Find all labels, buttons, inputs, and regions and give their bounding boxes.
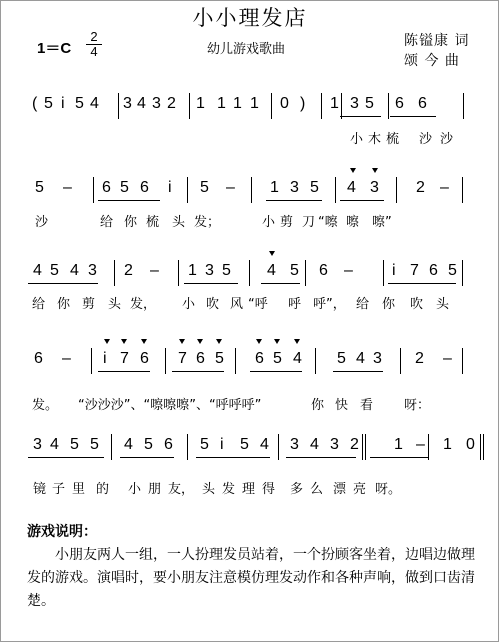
note: i <box>392 262 397 279</box>
note: – <box>344 262 354 279</box>
time-signature <box>86 30 102 59</box>
note: 5 <box>90 436 100 453</box>
lyric-syllable: 发， <box>130 297 157 312</box>
bar-line <box>365 434 366 460</box>
note: 5 <box>310 179 320 196</box>
staccato-mark <box>269 251 275 256</box>
note: 5 <box>50 262 60 279</box>
note: 3 <box>330 436 340 453</box>
beam-underline <box>388 283 456 284</box>
beam-underline <box>333 371 383 372</box>
note: 3 <box>290 436 300 453</box>
note: 4 <box>33 262 43 279</box>
note: 5 <box>44 95 54 112</box>
staccato-mark <box>141 339 147 344</box>
note: 4 <box>356 350 366 367</box>
note: – <box>62 350 72 367</box>
note: 1 <box>394 436 404 453</box>
staccato-mark <box>179 339 185 344</box>
note: 4 <box>260 436 270 453</box>
note: 6 <box>429 262 439 279</box>
staccato-mark <box>121 339 127 344</box>
note: 2 <box>416 179 426 196</box>
beam-underline <box>28 457 104 458</box>
note: 5 <box>337 350 347 367</box>
note: 6 <box>418 95 428 112</box>
bar-line <box>362 434 363 460</box>
lyric-syllable: 吹 <box>410 297 424 312</box>
lyric-syllable: 么 <box>310 482 324 497</box>
note: 6 <box>140 350 150 367</box>
beam-underline <box>28 283 98 284</box>
bar-line <box>463 93 464 119</box>
lyric-syllable: 风 <box>230 297 244 312</box>
staccato-mark <box>294 339 300 344</box>
note: i <box>61 95 66 112</box>
beam-underline <box>184 283 238 284</box>
note: 1 <box>250 95 260 112</box>
note: 6 <box>164 436 174 453</box>
note: 3 <box>123 95 133 112</box>
note: 6 <box>395 95 405 112</box>
lyric-syllable: 刀 <box>302 215 316 230</box>
note: 5 <box>200 179 210 196</box>
game-instructions-heading: 游戏说明： <box>27 524 97 540</box>
lyric-syllable: 嚓” <box>372 215 392 230</box>
bar-line <box>93 177 94 203</box>
lyric-syllable: 友， <box>168 482 195 497</box>
note: – <box>150 262 160 279</box>
staccato-mark <box>216 339 222 344</box>
bar-line <box>249 260 250 286</box>
lyric-syllable: 小 <box>350 132 364 147</box>
bar-line <box>428 434 429 460</box>
lyric-syllable: 你 <box>382 297 396 312</box>
lyric-syllable: 梳 <box>146 215 160 230</box>
beam-underline <box>196 457 270 458</box>
lyric-syllable: 沙 <box>35 215 49 230</box>
note: 2 <box>350 436 360 453</box>
beam-underline <box>261 283 300 284</box>
lyric-syllable: 朋 <box>148 482 162 497</box>
note: 3 <box>205 262 215 279</box>
bar-line <box>383 260 384 286</box>
note: 2 <box>124 262 134 279</box>
bar-line <box>315 348 316 374</box>
note: – <box>63 179 73 196</box>
lyric-syllable: 给 <box>100 215 114 230</box>
lyric-syllable: 吹 <box>206 297 220 312</box>
bar-line <box>321 93 322 119</box>
lyric-syllable: 给 <box>32 297 46 312</box>
bar-line <box>388 93 389 119</box>
lyric-syllable: 梳 <box>386 132 400 147</box>
lyric-syllable: 呼”， <box>313 297 346 312</box>
note: 6 <box>102 179 112 196</box>
note: 7 <box>410 262 420 279</box>
note: i <box>220 436 225 453</box>
lyric-syllable: 多 <box>290 482 304 497</box>
note: 5 <box>75 95 85 112</box>
bar-line <box>278 434 279 460</box>
bar-line <box>114 260 115 286</box>
note: 3 <box>350 95 360 112</box>
note: 6 <box>140 179 150 196</box>
bar-line <box>165 348 166 374</box>
note: 5 <box>448 262 458 279</box>
note: ( <box>32 95 39 112</box>
note: 1 <box>233 95 243 112</box>
lyric-syllable: 小 <box>128 482 142 497</box>
note: 3 <box>33 436 43 453</box>
lyric-syllable: 头 <box>172 215 186 230</box>
note: 4 <box>137 95 147 112</box>
lyric-syllable: 头 <box>436 297 450 312</box>
note: 2 <box>167 95 177 112</box>
lyric-syllable: 理 <box>242 482 256 497</box>
bar-line <box>335 177 336 203</box>
note: 1 <box>188 262 198 279</box>
lyric-syllable: 得 <box>262 482 276 497</box>
lyric-syllable: 给 <box>356 297 370 312</box>
note: 0 <box>280 95 290 112</box>
lyric-syllable: 沙 <box>440 132 454 147</box>
lyric-syllable: 呀。 <box>375 482 402 497</box>
note: 1 <box>443 436 453 453</box>
beam-underline <box>98 200 160 201</box>
note: 7 <box>178 350 188 367</box>
lyric-syllable: 呀： <box>404 398 431 413</box>
bar-line <box>462 348 463 374</box>
note: 7 <box>120 350 130 367</box>
note: 3 <box>152 95 162 112</box>
note: 4 <box>90 95 100 112</box>
staccato-mark <box>197 339 203 344</box>
bar-line <box>271 93 272 119</box>
note: 1 <box>270 179 280 196</box>
note: 5 <box>215 350 225 367</box>
staccato-mark <box>274 339 280 344</box>
note: 4 <box>50 436 60 453</box>
lyric-syllable: 亮 <box>353 482 367 497</box>
composer-credit: 颂 今 曲 <box>404 53 460 69</box>
note: 5 <box>365 95 375 112</box>
lyric-syllable: 小 <box>262 215 276 230</box>
song-subtitle: 幼儿游戏歌曲 <box>207 42 286 57</box>
lyric-syllable: 沙 <box>419 132 433 147</box>
note: 6 <box>319 262 329 279</box>
bar-line <box>187 177 188 203</box>
note: 1 <box>196 95 206 112</box>
note: 4 <box>310 436 320 453</box>
note: 5 <box>200 436 210 453</box>
beam-underline <box>266 200 322 201</box>
note: 3 <box>88 262 98 279</box>
lyric-syllable: 头 <box>202 482 216 497</box>
lyric-syllable: 里 <box>72 482 86 497</box>
bar-line <box>462 177 463 203</box>
lyric-syllable: 的 <box>96 482 110 497</box>
note: i <box>168 179 173 196</box>
lyric-syllable: 发； <box>194 215 221 230</box>
lyric-syllable: “沙沙沙”、“嚓嚓嚓”、“呼呼呼” <box>78 398 262 413</box>
note: 4 <box>70 262 80 279</box>
staccato-mark <box>104 339 110 344</box>
beam-underline <box>390 116 436 117</box>
lyric-syllable: 剪 <box>280 215 294 230</box>
note: 6 <box>34 350 44 367</box>
note: 4 <box>293 350 303 367</box>
lyric-syllable: 剪 <box>82 297 96 312</box>
game-instructions-text: 小朋友两人一组，一人扮理发员站着，一个扮顾客坐着，边唱边做理发的游戏。演唱时，要小朋友注意模仿理发动作和各种声响，做到口齿清楚。 <box>27 547 475 609</box>
lyric-syllable: 子 <box>52 482 66 497</box>
bar-line <box>118 93 119 119</box>
lyric-syllable: 镜 <box>33 482 47 497</box>
lyric-syllable: 头 <box>108 297 122 312</box>
meter-denominator: 4 <box>90 44 98 59</box>
bar-line <box>400 348 401 374</box>
note: 6 <box>255 350 265 367</box>
lyric-syllable: 漂 <box>333 482 347 497</box>
lyricist-credit: 陈镒康 词 <box>404 33 470 49</box>
beam-underline <box>340 116 381 117</box>
note: i <box>103 350 108 367</box>
lyric-syllable: 发。 <box>32 398 59 413</box>
beam-underline <box>172 371 224 372</box>
bar-line <box>178 260 179 286</box>
note: 0 <box>466 436 476 453</box>
lyric-syllable: 木 <box>368 132 382 147</box>
note: 5 <box>35 179 45 196</box>
note: 1 <box>330 95 340 112</box>
note: – <box>440 179 450 196</box>
note: 5 <box>240 436 250 453</box>
meter-numerator: 2 <box>86 30 102 45</box>
note: 4 <box>124 436 134 453</box>
bar-line <box>189 93 190 119</box>
bar-line <box>91 348 92 374</box>
note: 5 <box>273 350 283 367</box>
note: 3 <box>373 350 383 367</box>
song-title: 小小理发店 <box>192 6 308 30</box>
note: 2 <box>415 350 425 367</box>
lyric-syllable: 嚓 <box>346 215 360 230</box>
lyric-syllable: 发 <box>222 482 236 497</box>
note: – <box>443 350 453 367</box>
note: 3 <box>370 179 380 196</box>
lyric-syllable: 你 <box>311 398 325 413</box>
bar-line <box>483 434 484 460</box>
beam-underline <box>250 371 302 372</box>
lyric-syllable: 看 <box>360 398 374 413</box>
beam-underline <box>286 457 356 458</box>
staccato-mark <box>372 168 378 173</box>
note: 5 <box>120 179 130 196</box>
note: 4 <box>267 262 277 279</box>
bar-line <box>480 434 481 460</box>
staccato-mark <box>256 339 262 344</box>
note: ) <box>300 95 307 112</box>
note: – <box>416 436 426 453</box>
note: 6 <box>196 350 206 367</box>
bar-line <box>251 177 252 203</box>
beam-underline <box>340 200 384 201</box>
note: 5 <box>222 262 232 279</box>
note: 5 <box>144 436 154 453</box>
lyric-syllable: 快 <box>335 398 349 413</box>
lyric-syllable: 你 <box>57 297 71 312</box>
bar-line <box>396 177 397 203</box>
lyric-syllable: “嚓 <box>318 215 338 230</box>
note: 3 <box>290 179 300 196</box>
note: 4 <box>347 179 357 196</box>
note: 5 <box>70 436 80 453</box>
beam-underline <box>98 371 150 372</box>
beam-underline <box>120 457 174 458</box>
bar-line <box>187 434 188 460</box>
bar-line <box>305 260 306 286</box>
staccato-mark <box>350 168 356 173</box>
lyric-syllable: 你 <box>124 215 138 230</box>
bar-line <box>111 434 112 460</box>
lyric-syllable: “呼 <box>248 297 268 312</box>
lyric-syllable: 呼 <box>288 297 302 312</box>
note: 5 <box>290 262 300 279</box>
note: – <box>226 179 236 196</box>
lyric-syllable: 小 <box>182 297 196 312</box>
bar-line <box>235 348 236 374</box>
bar-line <box>462 260 463 286</box>
beam-underline <box>370 457 428 458</box>
key-signature: 1＝C <box>37 40 72 57</box>
note: 1 <box>217 95 227 112</box>
